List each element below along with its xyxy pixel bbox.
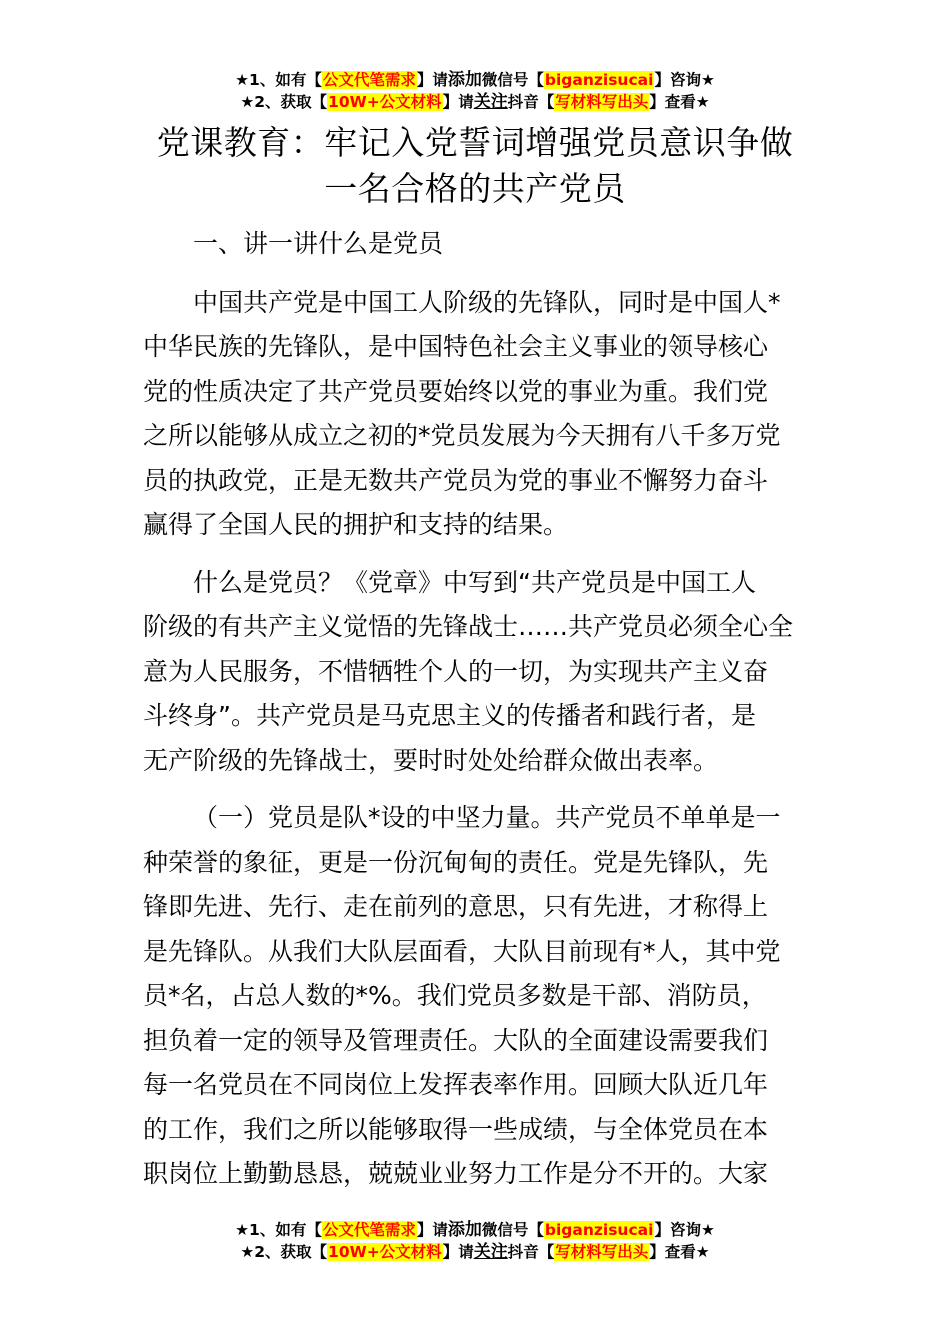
banner-text: 】查看★ [649, 1243, 710, 1261]
top-banner [0, 69, 950, 113]
paragraph-line: 种荣誉的象征，更是一份沉甸甸的责任。党是先锋队，先 [143, 847, 769, 877]
banner-highlight-materials: 10W+公文材料 [328, 93, 442, 111]
paragraph-line: 员的执政党，正是无数共产党员为党的事业不懈努力奋斗 [143, 465, 769, 495]
document-body [143, 222, 811, 1197]
document-title [0, 120, 950, 212]
banner-line-1 [0, 69, 950, 91]
banner-text: 】咨询★ [654, 1221, 715, 1239]
banner-text: 微信号【 [481, 71, 544, 89]
banner-highlight-douyin: 写材料写出头 [555, 93, 649, 111]
title-line: 党课教育：牢记入党誓词增强党员意识争做 [156, 123, 794, 162]
banner-highlight-wechat-id: biganzisucai [544, 1221, 654, 1239]
bottom-banner [0, 1219, 950, 1263]
paragraph-line: 意为人民服务，不惜牺牲个人的一切，为实现共产主义奋 [143, 656, 769, 686]
banner-text: 】请 [416, 71, 448, 89]
banner-emphasis: 添加 [447, 1220, 482, 1240]
paragraph-line: 中华民族的先锋队，是中国特色社会主义事业的领导核心 [143, 332, 769, 361]
paragraph-line: 赢得了全国人民的拥护和支持的结果。 [143, 510, 569, 539]
banner-highlight-service: 公文代笔需求 [322, 1221, 416, 1239]
banner-emphasis: 添加 [447, 70, 482, 90]
paragraph-line: （一）党员是队*设的中坚力量。共产党员不单单是一 [193, 803, 781, 832]
paragraph-line: 锋即先进、先行、走在前列的意思，只有先进，才称得上 [143, 892, 769, 921]
banner-text: 】请 [442, 1243, 474, 1261]
paragraph-line: 担负着一定的领导及管理责任。大队的全面建设需要我们 [143, 1025, 769, 1055]
banner-text: 抖音【 [507, 1243, 555, 1261]
banner-text: ★2、获取【 [240, 1243, 328, 1261]
banner-line-1 [0, 1219, 950, 1241]
paragraph-3 [143, 796, 811, 1197]
title-line: 一名合格的共产党员 [324, 169, 626, 208]
banner-emphasis: 关注 [473, 92, 508, 112]
banner-text: ★1、如有【 [235, 1221, 322, 1239]
banner-text: 】请 [416, 1221, 448, 1239]
banner-text: 】查看★ [649, 93, 710, 111]
paragraph-line: 是先锋队。从我们大队层面看，大队目前现有*人，其中党 [143, 936, 781, 966]
paragraph-line: 阶级的有共产主义觉悟的先锋战士……共产党员必须全心全 [143, 612, 794, 641]
banner-highlight-service: 公文代笔需求 [322, 71, 416, 89]
banner-highlight-materials: 10W+公文材料 [328, 1243, 442, 1261]
paragraph-1 [143, 281, 811, 548]
banner-text: ★1、如有【 [235, 71, 322, 89]
paragraph-line: 之所以能够从成立之初的*党员发展为今天拥有八千多万党 [143, 421, 781, 450]
paragraph-line: 每一名党员在不同岗位上发挥表率作用。回顾大队近几年 [143, 1070, 769, 1099]
banner-text: ★2、获取【 [240, 93, 328, 111]
paragraph-line: 职岗位上勤勤恳恳，兢兢业业努力工作是分不开的。大家 [143, 1159, 769, 1188]
section-heading: 一、讲一讲什么是党员 [193, 229, 444, 258]
paragraph-line: 中国共产党是中国工人阶级的先锋队，同时是中国人* [193, 287, 781, 317]
banner-text: 微信号【 [481, 1221, 544, 1239]
banner-highlight-wechat-id: biganzisucai [544, 71, 654, 89]
banner-text: 】咨询★ [654, 71, 715, 89]
paragraph-line: 什么是党员？《党章》中写到“共产党员是中国工人 [193, 567, 756, 597]
banner-text: 抖音【 [507, 93, 555, 111]
banner-text: 】请 [442, 93, 474, 111]
banner-line-2 [0, 1241, 950, 1263]
banner-highlight-douyin: 写材料写出头 [555, 1243, 649, 1261]
paragraph-line: 斗终身”。共产党员是马克思主义的传播者和践行者，是 [143, 701, 756, 730]
paragraph-line: 无产阶级的先锋战士，要时时处处给群众做出表率。 [143, 745, 719, 775]
paragraph-line: 党的性质决定了共产党员要始终以党的事业为重。我们党 [143, 376, 769, 406]
paragraph-line: 员*名，占总人数的*%。我们党员多数是干部、消防员， [143, 981, 767, 1010]
paragraph-line: 的工作，我们之所以能够取得一些成绩，与全体党员在本 [143, 1114, 769, 1144]
banner-emphasis: 关注 [473, 1242, 508, 1262]
paragraph-2 [143, 561, 811, 784]
banner-line-2 [0, 91, 950, 113]
